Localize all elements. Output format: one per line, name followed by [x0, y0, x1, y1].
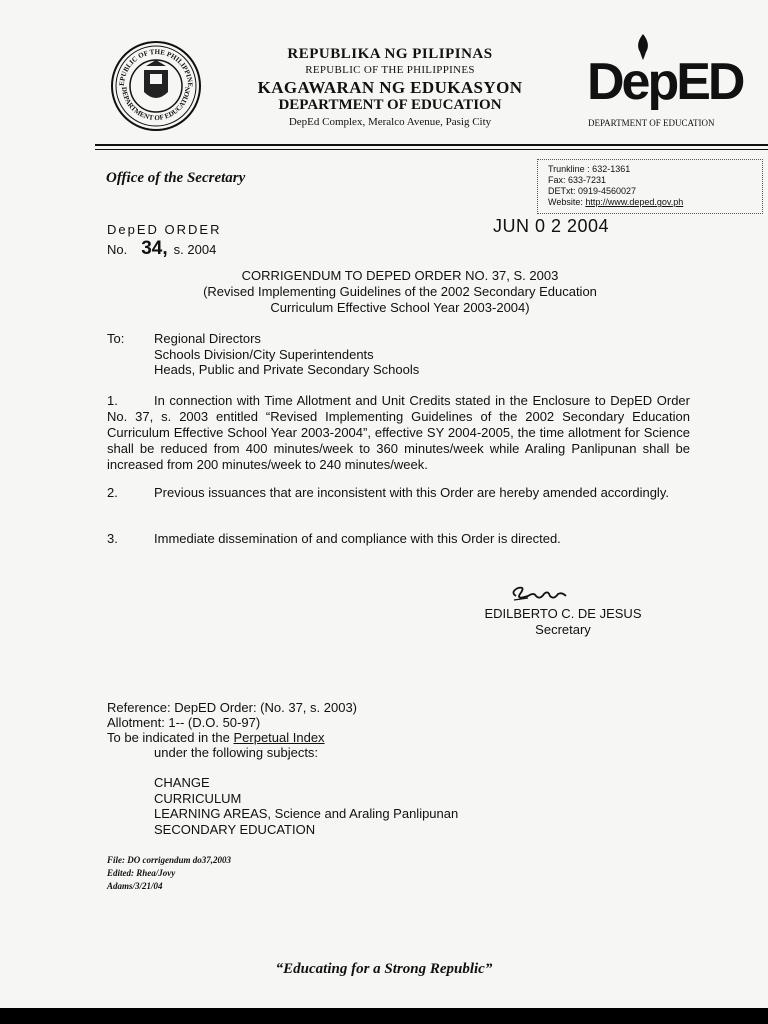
allotment-line: Allotment: 1-- (D.O. 50-97) — [107, 715, 261, 730]
recipient: Heads, Public and Private Secondary Schools — [154, 362, 420, 377]
header-republic: REPUBLIC OF THE PHILIPPINES — [305, 64, 475, 76]
office-of-secretary: Office of the Secretary — [106, 170, 246, 186]
subject-item: LEARNING AREAS, Science and Araling Panlipunan — [154, 806, 459, 821]
header-address: DepEd Complex, Meralco Avenue, Pasig City — [288, 116, 492, 128]
title-line-3: Curriculum Effective School Year 2003-2004) — [270, 300, 530, 315]
reference-line: Reference: DepED Order: (No. 37, s. 2003) — [107, 700, 358, 715]
footer-motto: “Educating for a Strong Republic” — [275, 961, 493, 977]
paragraph-number: 3. — [107, 531, 118, 546]
file-note: Adams/3/21/04 — [107, 881, 163, 891]
contact-box — [537, 159, 763, 214]
paragraph-1 — [107, 393, 690, 473]
deped-seal-icon — [110, 40, 202, 132]
title-line-1: CORRIGENDUM TO DEPED ORDER NO. 37, S. 2003 — [241, 268, 559, 283]
perpetual-index-prefix: To be indicated in the — [107, 730, 234, 745]
contact-detxt: DETxt: 0919-4560027 — [548, 186, 637, 196]
header-rule-thin — [95, 149, 768, 150]
paragraph-text: Previous issuances that are inconsistent with this Order are hereby amended accordingly. — [154, 485, 669, 500]
deped-logo — [583, 34, 743, 134]
to-label: To: — [107, 331, 125, 346]
date-stamp: JUN 0 2 2004 — [493, 216, 610, 236]
recipient: Regional Directors — [154, 331, 261, 346]
order-number: 34, — [141, 238, 168, 259]
website-link[interactable]: http://www.deped.gov.ph — [585, 197, 684, 207]
order-no-label: No. — [107, 242, 128, 257]
order-series: s. 2004 — [173, 242, 217, 257]
file-note: Edited: Rhea/Jovy — [107, 868, 176, 878]
deped-logo-word: DepED — [587, 53, 743, 111]
contact-website — [548, 197, 762, 208]
paragraph-number: 1. — [107, 393, 118, 408]
paragraph-3 — [107, 531, 690, 547]
recipient: Schools Division/City Superintendents — [154, 347, 374, 362]
paragraph-2 — [107, 485, 690, 501]
subjects-intro: under the following subjects: — [154, 745, 319, 760]
signatory-title: Secretary — [535, 622, 591, 637]
header-kagawaran: KAGAWARAN NG EDUKASYON — [257, 78, 523, 97]
file-note: File: DO corrigendum do37,2003 — [107, 855, 232, 865]
signatory-name: EDILBERTO C. DE JESUS — [484, 606, 642, 621]
seal-text-top: EPUBLIC OF THE PHILIPPINE — [117, 47, 195, 88]
perpetual-index-link: Perpetual Index — [233, 730, 325, 745]
deped-logo-subtitle: DEPARTMENT OF EDUCATION — [588, 118, 715, 128]
title-line-2: (Revised Implementing Guidelines of the 2002 Secondary Education — [203, 284, 597, 299]
subject-item: CURRICULUM — [154, 791, 242, 806]
website-label: Website: — [548, 197, 586, 207]
perpetual-index-line — [107, 730, 325, 745]
contact-trunkline: Trunkline : 632-1361 — [548, 164, 631, 174]
order-label: DepED ORDER — [107, 222, 222, 237]
paragraph-text: Immediate dissemination of and compliance with this Order is directed. — [154, 531, 561, 546]
header-department: DEPARTMENT OF EDUCATION — [278, 97, 502, 113]
seal-text-bottom: DEPARTMENT OF EDUCATION — [119, 86, 193, 123]
paragraph-text: In connection with Time Allotment and Unit Credits stated in the Enclosure to DepED Order No. 37, s. 2003 entitled “Revised Implementing Guidelines of the 2002 Secondary Education Curriculum Effective School Year 2003-2004”, effective SY 2004-2005, the time allotment for Science shall be reduced from 400 minutes/week to 360 minutes/week while Araling Panlipunan shall be increased from 200 minutes/week to 240 minutes/week. — [107, 393, 690, 472]
subject-item: SECONDARY EDUCATION — [154, 822, 316, 837]
header-rule — [95, 144, 768, 146]
paragraph-number: 2. — [107, 485, 118, 500]
contact-fax: Fax: 633-7231 — [548, 175, 607, 185]
handwritten-signature — [506, 580, 576, 606]
header-republika: REPUBLIKA NG PILIPINAS — [287, 46, 493, 62]
order-number-line — [107, 238, 216, 260]
scan-bottom-edge — [0, 1008, 768, 1024]
subject-item: CHANGE — [154, 775, 210, 790]
